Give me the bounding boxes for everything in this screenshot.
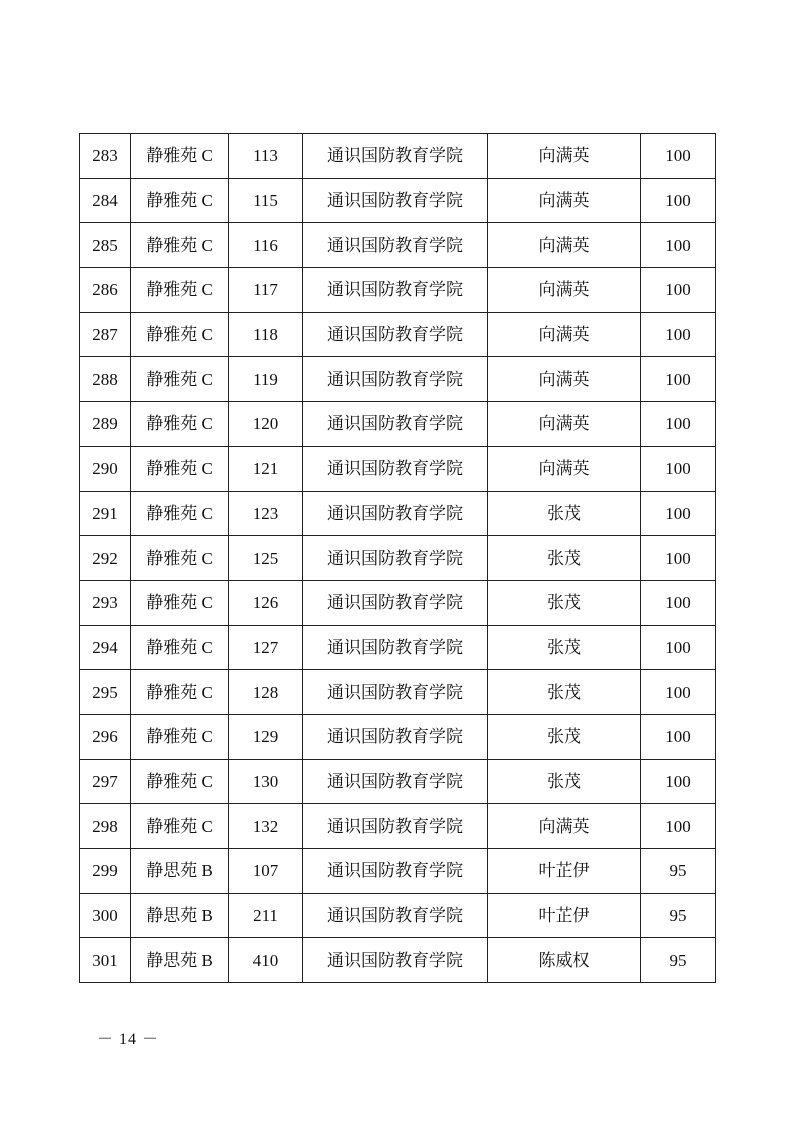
score-cell: 100 <box>641 178 716 223</box>
table-row <box>80 312 716 357</box>
score-cell: 100 <box>641 580 716 625</box>
counselor-cell: 向满英 <box>488 312 641 357</box>
room-number-cell: 113 <box>229 134 303 179</box>
table-row <box>80 893 716 938</box>
college-cell: 通识国防教育学院 <box>303 223 488 268</box>
building-cell: 静思苑 B <box>131 893 229 938</box>
table-row <box>80 357 716 402</box>
table-row <box>80 223 716 268</box>
table-row <box>80 268 716 313</box>
room-number-cell: 128 <box>229 670 303 715</box>
serial-number-cell: 301 <box>80 938 131 983</box>
building-cell: 静雅苑 C <box>131 134 229 179</box>
counselor-cell: 向满英 <box>488 804 641 849</box>
table-row <box>80 759 716 804</box>
serial-number-cell: 288 <box>80 357 131 402</box>
counselor-cell: 张茂 <box>488 536 641 581</box>
serial-number-cell: 290 <box>80 446 131 491</box>
room-number-cell: 132 <box>229 804 303 849</box>
counselor-cell: 张茂 <box>488 580 641 625</box>
dormitory-score-table <box>79 133 716 983</box>
table-row <box>80 178 716 223</box>
college-cell: 通识国防教育学院 <box>303 402 488 447</box>
room-number-cell: 119 <box>229 357 303 402</box>
building-cell: 静雅苑 C <box>131 759 229 804</box>
score-cell: 95 <box>641 893 716 938</box>
room-number-cell: 127 <box>229 625 303 670</box>
table-row <box>80 804 716 849</box>
score-cell: 100 <box>641 312 716 357</box>
score-cell: 100 <box>641 670 716 715</box>
room-number-cell: 125 <box>229 536 303 581</box>
building-cell: 静雅苑 C <box>131 268 229 313</box>
score-cell: 100 <box>641 625 716 670</box>
college-cell: 通识国防教育学院 <box>303 268 488 313</box>
serial-number-cell: 284 <box>80 178 131 223</box>
table-body <box>80 134 716 983</box>
room-number-cell: 120 <box>229 402 303 447</box>
serial-number-cell: 287 <box>80 312 131 357</box>
score-cell: 100 <box>641 804 716 849</box>
table-row <box>80 849 716 894</box>
counselor-cell: 张茂 <box>488 491 641 536</box>
serial-number-cell: 298 <box>80 804 131 849</box>
building-cell: 静雅苑 C <box>131 223 229 268</box>
serial-number-cell: 283 <box>80 134 131 179</box>
college-cell: 通识国防教育学院 <box>303 536 488 581</box>
building-cell: 静雅苑 C <box>131 670 229 715</box>
score-cell: 95 <box>641 938 716 983</box>
room-number-cell: 121 <box>229 446 303 491</box>
room-number-cell: 126 <box>229 580 303 625</box>
building-cell: 静思苑 B <box>131 938 229 983</box>
score-cell: 100 <box>641 268 716 313</box>
serial-number-cell: 289 <box>80 402 131 447</box>
counselor-cell: 向满英 <box>488 178 641 223</box>
college-cell: 通识国防教育学院 <box>303 714 488 759</box>
counselor-cell: 向满英 <box>488 134 641 179</box>
serial-number-cell: 285 <box>80 223 131 268</box>
building-cell: 静雅苑 C <box>131 580 229 625</box>
counselor-cell: 陈威权 <box>488 938 641 983</box>
table-row <box>80 402 716 447</box>
room-number-cell: 118 <box>229 312 303 357</box>
college-cell: 通识国防教育学院 <box>303 446 488 491</box>
room-number-cell: 115 <box>229 178 303 223</box>
table-row <box>80 625 716 670</box>
serial-number-cell: 292 <box>80 536 131 581</box>
serial-number-cell: 295 <box>80 670 131 715</box>
serial-number-cell: 297 <box>80 759 131 804</box>
score-cell: 100 <box>641 714 716 759</box>
counselor-cell: 张茂 <box>488 714 641 759</box>
serial-number-cell: 296 <box>80 714 131 759</box>
serial-number-cell: 300 <box>80 893 131 938</box>
building-cell: 静思苑 B <box>131 849 229 894</box>
room-number-cell: 123 <box>229 491 303 536</box>
score-cell: 100 <box>641 134 716 179</box>
score-cell: 100 <box>641 357 716 402</box>
building-cell: 静雅苑 C <box>131 491 229 536</box>
serial-number-cell: 299 <box>80 849 131 894</box>
score-cell: 100 <box>641 446 716 491</box>
counselor-cell: 向满英 <box>488 402 641 447</box>
room-number-cell: 410 <box>229 938 303 983</box>
college-cell: 通识国防教育学院 <box>303 491 488 536</box>
college-cell: 通识国防教育学院 <box>303 625 488 670</box>
table-row <box>80 491 716 536</box>
table-row <box>80 714 716 759</box>
counselor-cell: 向满英 <box>488 223 641 268</box>
counselor-cell: 张茂 <box>488 759 641 804</box>
table-row <box>80 536 716 581</box>
college-cell: 通识国防教育学院 <box>303 759 488 804</box>
college-cell: 通识国防教育学院 <box>303 134 488 179</box>
table-row <box>80 670 716 715</box>
building-cell: 静雅苑 C <box>131 312 229 357</box>
building-cell: 静雅苑 C <box>131 446 229 491</box>
counselor-cell: 张茂 <box>488 670 641 715</box>
building-cell: 静雅苑 C <box>131 714 229 759</box>
room-number-cell: 107 <box>229 849 303 894</box>
college-cell: 通识国防教育学院 <box>303 893 488 938</box>
college-cell: 通识国防教育学院 <box>303 580 488 625</box>
score-cell: 95 <box>641 849 716 894</box>
building-cell: 静雅苑 C <box>131 625 229 670</box>
college-cell: 通识国防教育学院 <box>303 178 488 223</box>
room-number-cell: 129 <box>229 714 303 759</box>
counselor-cell: 向满英 <box>488 268 641 313</box>
building-cell: 静雅苑 C <box>131 402 229 447</box>
table-row <box>80 938 716 983</box>
score-cell: 100 <box>641 223 716 268</box>
serial-number-cell: 293 <box>80 580 131 625</box>
page-number: － 14 － <box>97 1031 160 1048</box>
score-cell: 100 <box>641 536 716 581</box>
counselor-cell: 向满英 <box>488 446 641 491</box>
college-cell: 通识国防教育学院 <box>303 357 488 402</box>
serial-number-cell: 294 <box>80 625 131 670</box>
serial-number-cell: 286 <box>80 268 131 313</box>
table-row <box>80 134 716 179</box>
score-cell: 100 <box>641 491 716 536</box>
college-cell: 通识国防教育学院 <box>303 849 488 894</box>
counselor-cell: 张茂 <box>488 625 641 670</box>
room-number-cell: 211 <box>229 893 303 938</box>
room-number-cell: 116 <box>229 223 303 268</box>
score-cell: 100 <box>641 402 716 447</box>
room-number-cell: 117 <box>229 268 303 313</box>
score-cell: 100 <box>641 759 716 804</box>
building-cell: 静雅苑 C <box>131 536 229 581</box>
building-cell: 静雅苑 C <box>131 178 229 223</box>
serial-number-cell: 291 <box>80 491 131 536</box>
building-cell: 静雅苑 C <box>131 804 229 849</box>
table-row <box>80 446 716 491</box>
building-cell: 静雅苑 C <box>131 357 229 402</box>
counselor-cell: 叶芷伊 <box>488 849 641 894</box>
college-cell: 通识国防教育学院 <box>303 938 488 983</box>
room-number-cell: 130 <box>229 759 303 804</box>
college-cell: 通识国防教育学院 <box>303 312 488 357</box>
counselor-cell: 向满英 <box>488 357 641 402</box>
college-cell: 通识国防教育学院 <box>303 804 488 849</box>
table-row <box>80 580 716 625</box>
college-cell: 通识国防教育学院 <box>303 670 488 715</box>
counselor-cell: 叶芷伊 <box>488 893 641 938</box>
